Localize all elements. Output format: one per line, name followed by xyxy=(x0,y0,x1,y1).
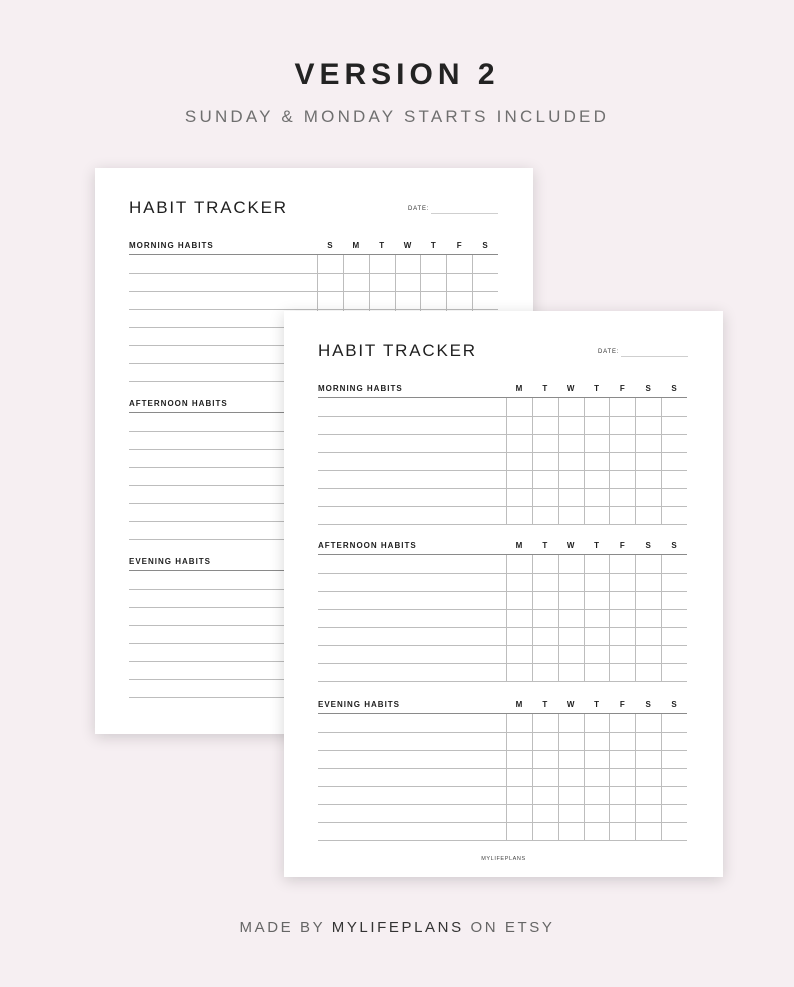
day-label: T xyxy=(594,384,599,393)
grid-column-line xyxy=(635,555,636,681)
sheet-title: HABIT TRACKER xyxy=(129,198,288,217)
day-label: T xyxy=(594,700,599,709)
grid-column-line xyxy=(506,398,507,524)
grid-column-line xyxy=(609,714,610,840)
day-label: T xyxy=(542,700,548,709)
day-label: T xyxy=(542,541,548,550)
morning-habits-section xyxy=(318,384,687,529)
day-label: S xyxy=(671,700,677,709)
day-label: S xyxy=(645,700,651,709)
day-label: S xyxy=(645,541,651,550)
grid-column-line xyxy=(558,714,559,840)
page-title: VERSION 2 xyxy=(294,58,500,91)
grid-column-line xyxy=(584,555,585,681)
section-label: AFTERNOON HABITS xyxy=(318,541,417,550)
day-label: W xyxy=(403,241,412,250)
day-label: S xyxy=(327,241,333,250)
date-label: DATE: xyxy=(408,206,430,212)
day-label: F xyxy=(619,541,625,550)
monday-start-sheet xyxy=(284,311,723,877)
day-label: W xyxy=(566,541,575,550)
weekday-header xyxy=(506,384,687,394)
grid-column-line xyxy=(506,714,507,840)
grid-column-line xyxy=(584,714,585,840)
page-subtitle: SUNDAY & MONDAY STARTS INCLUDED xyxy=(184,107,610,126)
sheet-title: HABIT TRACKER xyxy=(318,341,477,360)
day-label: M xyxy=(515,541,523,550)
day-label: T xyxy=(379,241,385,250)
section-label: EVENING HABITS xyxy=(318,700,401,709)
day-label: T xyxy=(594,541,599,550)
section-label: EVENING HABITS xyxy=(129,557,212,566)
day-label: W xyxy=(566,700,575,709)
day-label: F xyxy=(619,700,625,709)
date-line xyxy=(621,356,688,357)
grid-column-line xyxy=(532,398,533,524)
footer-prefix: MADE BY xyxy=(239,919,332,936)
footer-brand: MYLIFEPLANS xyxy=(331,919,464,936)
day-label: M xyxy=(352,241,360,250)
day-label: M xyxy=(515,700,523,709)
grid-column-line xyxy=(609,398,610,524)
grid-column-line xyxy=(661,714,662,840)
section-label: MORNING HABITS xyxy=(129,241,214,250)
weekday-header xyxy=(506,541,687,551)
checkbox-grid xyxy=(506,714,687,840)
checkbox-grid xyxy=(506,555,687,681)
grid-column-line xyxy=(558,398,559,524)
day-label: M xyxy=(515,384,523,393)
day-label: T xyxy=(430,241,436,250)
day-label: S xyxy=(671,541,677,550)
day-label: T xyxy=(542,384,548,393)
grid-column-line xyxy=(532,555,533,681)
date-line xyxy=(431,213,498,214)
grid-column-line xyxy=(532,714,533,840)
grid-column-line xyxy=(661,555,662,681)
day-label: F xyxy=(456,241,462,250)
evening-habits-section xyxy=(318,700,687,845)
afternoon-habits-section xyxy=(318,541,687,686)
grid-column-line xyxy=(635,714,636,840)
day-label: S xyxy=(482,241,488,250)
sheet-brand: MYLIFEPLANS xyxy=(481,856,526,862)
grid-column-line xyxy=(584,398,585,524)
grid-column-line xyxy=(609,555,610,681)
grid-column-line xyxy=(661,398,662,524)
grid-column-line xyxy=(558,555,559,681)
grid-column-line xyxy=(506,555,507,681)
footer-suffix: ON ETSY xyxy=(463,919,555,936)
day-label: S xyxy=(671,384,677,393)
grid-column-line xyxy=(635,398,636,524)
checkbox-grid xyxy=(506,398,687,524)
section-label: AFTERNOON HABITS xyxy=(129,399,228,408)
section-label: MORNING HABITS xyxy=(318,384,403,393)
day-label: S xyxy=(645,384,651,393)
day-label: F xyxy=(619,384,625,393)
date-label: DATE: xyxy=(598,349,620,355)
day-label: W xyxy=(566,384,575,393)
weekday-header xyxy=(506,700,687,710)
footer-credit xyxy=(0,919,794,936)
weekday-header xyxy=(317,241,498,251)
